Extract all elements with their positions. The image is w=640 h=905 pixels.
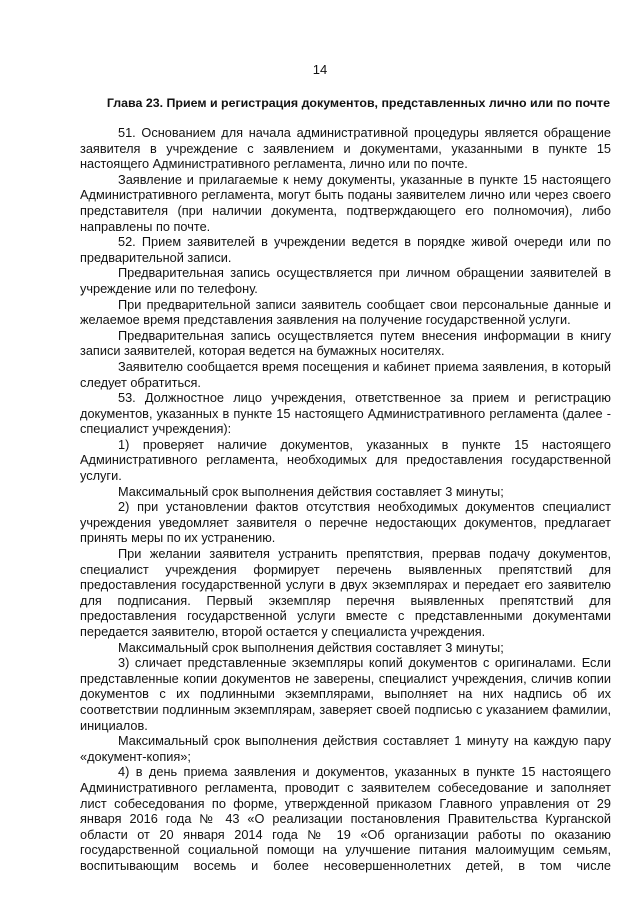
paragraph-visit-time: Заявителю сообщается время посещения и кабинет приема заявления, в который следует обратиться. xyxy=(80,358,611,390)
deadline-note: Максимальный срок выполнения действия составляет 1 минуту на каждую пару «документ-копия»; xyxy=(80,733,611,764)
list-item-1: 1) проверяет наличие документов, указанных в пункте 15 настоящего Административного регламента, необходимых для предоставления государственной услуги. xyxy=(80,436,611,484)
body-text xyxy=(80,125,611,874)
paragraph-submission: Заявление и прилагаемые к нему документы, указанные в пункте 15 настоящего Административного регламента, могут быть поданы заявителем лично или через своего представителя (при наличии документа, подтверждающего его полномочия), либо направлены по почте. xyxy=(80,171,611,234)
list-item-2: 2) при установлении фактов отсутствия необходимых документов специалист учреждения уведомляет заявителя о перечне недостающих документов, предлагает принять меры по их устранению. xyxy=(80,499,611,546)
paragraph-obstacles: При желании заявителя устранить препятствия, прервав подачу документов, специалист учреждения формирует перечень выявленных препятствий для предоставления государственной услуги в двух экземплярах и передает его заявителю для подписания. Первый экземпляр перечня выявленных препятствий для предоставления государственной услуги вместе с представленными документами передается заявителю, второй остается у специалиста учреждения. xyxy=(80,546,611,639)
deadline-note: Максимальный срок выполнения действия составляет 3 минуты; xyxy=(118,639,504,655)
paragraph-53: 53. Должностное лицо учреждения, ответственное за прием и регистрацию документов, указанных в пункте 15 настоящего Административного регламента (далее - специалист учреждения): xyxy=(80,390,611,437)
paragraph-51: 51. Основанием для начала административной процедуры является обращение заявителя в учреждение с заявлением и документами, указанными в пункте 15 настоящего Административного регламента, лично или по почте. xyxy=(80,125,611,172)
list-item-3: 3) сличает представленные экземпляры копий документов с оригиналами. Если представленные копии документов не заверены, специалист учреждения, сличив копии документов с их подлинными экземплярами, выполняет на них надпись об их соответствии подлинным экземплярам, заверяет своей подписью с указанием фамилии, инициалов. xyxy=(80,655,611,733)
paragraph-record-book: Предварительная запись осуществляется путем внесения информации в книгу записи заявителей, которая ведется на бумажных носителях. xyxy=(80,327,611,359)
paragraph-personal-data: При предварительной записи заявитель сообщает свои персональные данные и желаемое время представления заявления на получение государственной услуги. xyxy=(80,296,611,328)
chapter-heading: Глава 23. Прием и регистрация документов, представленных лично или по почте xyxy=(106,96,610,110)
deadline-note: Максимальный срок выполнения действия составляет 3 минуты; xyxy=(118,483,504,499)
page-number: 14 xyxy=(312,62,328,77)
paragraph-pre-registration: Предварительная запись осуществляется при личном обращении заявителей в учреждение или по телефону. xyxy=(80,265,611,296)
list-item-4: 4) в день приема заявления и документов, указанных в пункте 15 настоящего Административного регламента, проводит с заявителем собеседование и заполняет лист собеседования по форме, утвержденной приказом Главного управления от 29 января 2016 года № 43 «О реализации постановления Правительства Курганской области от 20 января 2014 года № 19 «Об организации работы по оказанию государственной социальной помощи на улучшение питания малоимущим семьям, воспитывающим восемь и более несовершеннолетних детей, в том числе xyxy=(80,764,611,873)
paragraph-52: 52. Прием заявителей в учреждении ведется в порядке живой очереди или по предварительной записи. xyxy=(80,234,611,265)
